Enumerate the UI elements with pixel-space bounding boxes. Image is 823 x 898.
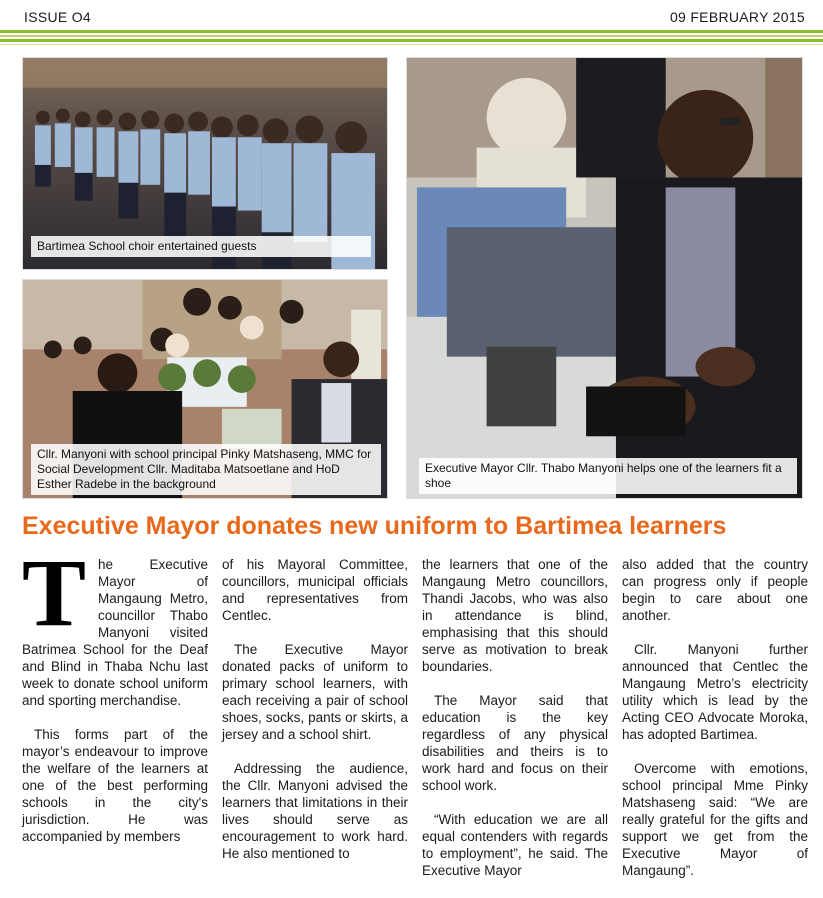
header-stripes [0, 30, 823, 46]
photo-caption: Bartimea School choir entertained guests [31, 236, 371, 257]
photo-caption: Executive Mayor Cllr. Thabo Manyoni helps one of the learners fit a shoe [419, 458, 797, 494]
article-paragraph: Addressing the audience, the Cllr. Manyoni advised the learners that limitations in their lives should serve as encouragement to work hard. He also mentioned to [222, 761, 408, 861]
article-paragraph: “With education we are all equal contenders with regards to employment”, he said. The Executive Mayor [422, 812, 608, 878]
article-paragraph: The Executive Mayor donated packs of uniform to primary school learners, with each receiving a pair of school shoes, socks, pants or skirts, a jersey and a school shirt. [222, 642, 408, 742]
article-paragraph: The Mayor said that education is the key regardless of any physical disabilities and theirs is to work hard and focus on their school work. [422, 693, 608, 793]
mayor-shoe-photo [406, 57, 803, 499]
article-paragraph: The Executive Mayor of Mangaung Metro, councillor Thabo Manyoni visited Batrimea School for the Deaf and Blind in Thaba Nchu last week to donate school uniform and sporting merchandise. [22, 539, 208, 708]
article-paragraph: Cllr. Manyoni further announced that Centlec the Mangaung Metro’s electricity utility which is lead by the Acting CEO Advocate Moroka, has adopted Bartimea. [622, 642, 808, 742]
article-column-3 [422, 556, 608, 896]
donation-photo [22, 279, 388, 499]
photo-caption: Cllr. Manyoni with school principal Pinky Matshaseng, MMC for Social Development Cllr. Maditaba Matsoetlane and HoD Esther Radebe in the background [31, 444, 381, 495]
article-paragraph: This forms part of the mayor’s endeavour to improve the welfare of the learners at one of the best performing schools in the city's jurisdiction. He was accompanied by members [22, 727, 208, 844]
newsletter-header [0, 0, 823, 30]
article-paragraph: the learners that one of the Mangaung Metro councillors, Thandi Jacobs, who was also in attendance is blind, emphasising that this should serve as motivation to break boundaries. [422, 557, 608, 674]
article-column-2 [222, 556, 408, 879]
choir-photo [22, 57, 388, 270]
article-column-1 [22, 539, 208, 862]
article-headline: Executive Mayor donates new uniform to Bartimea learners [22, 512, 727, 540]
issue-date: 09 FEBRUARY 2015 [669, 9, 805, 25]
article-paragraph: Overcome with emotions, school principal Mme Pinky Matshaseng said: “We are really grateful for the gifts and support we get from the Executive Mayor of Mangaung”. [622, 761, 808, 878]
article-paragraph: of his Mayoral Committee, councillors, municipal officials and representatives from Centlec. [222, 557, 408, 623]
drop-cap: T [22, 539, 87, 646]
issue-number: ISSUE O4 [24, 9, 91, 25]
article-column-4 [622, 556, 808, 896]
article-paragraph: also added that the country can progress only if people begin to care about one another. [622, 557, 808, 623]
